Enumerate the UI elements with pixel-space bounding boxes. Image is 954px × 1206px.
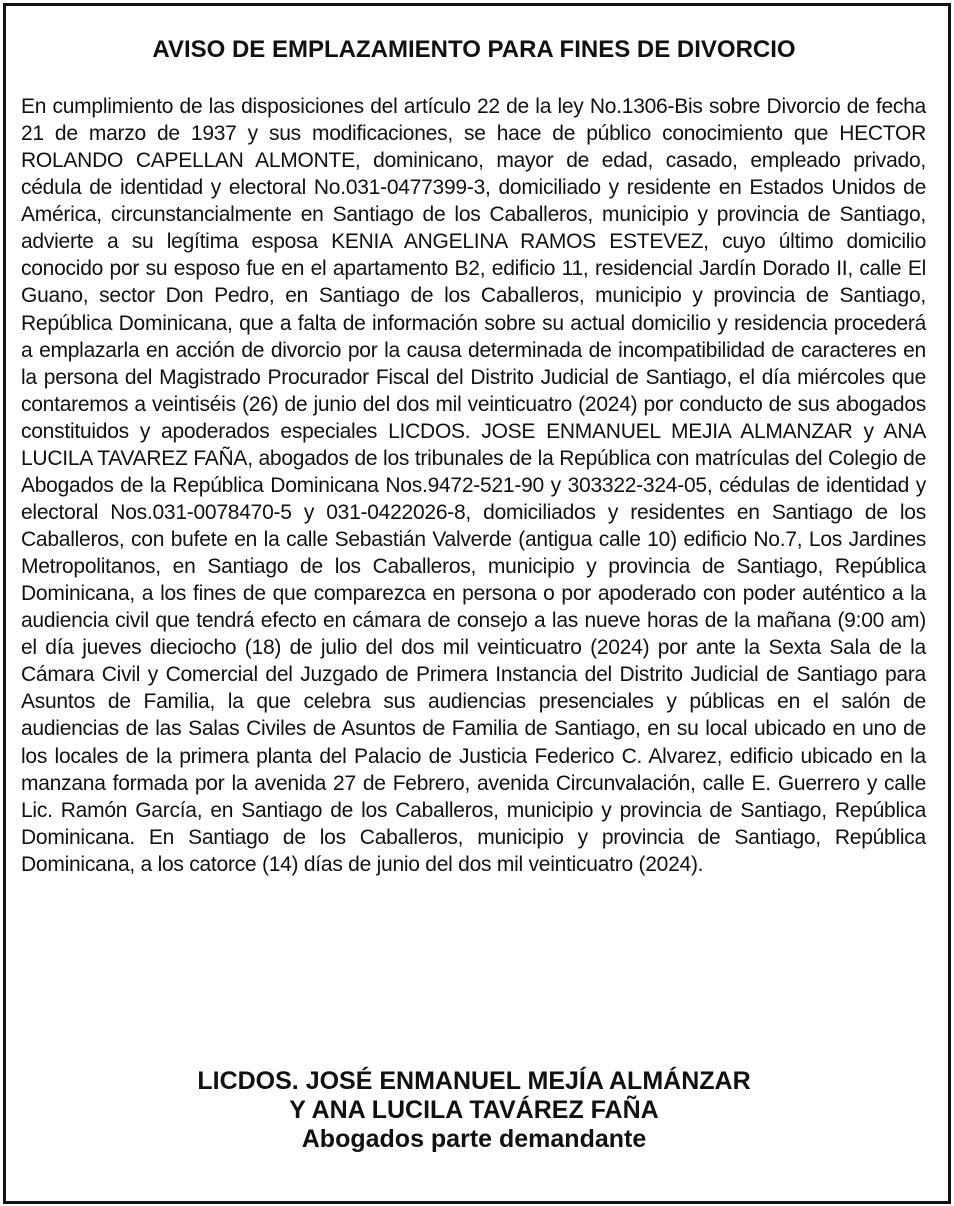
notice-title: AVISO DE EMPLAZAMIENTO PARA FINES DE DIVORCIO [152,36,796,63]
notice-body: En cumplimiento de las disposiciones del artículo 22 de la ley No.1306-Bis sobre Divorcio de fecha 21 de marzo de 1937 y sus modificaciones, se hace de público conocimiento que HECTOR ROLANDO CAPELLAN ALMONTE, dominicano, mayor de edad, casado, empleado privado, cédula de identidad y electoral No.031-0477399-3, domiciliado y residente en Estados Unidos de América, circunstancialmente en Santiago de los Caballeros, municipio y provincia de Santiago, advierte a su legítima esposa KENIA ANGELINA RAMOS ESTEVEZ, cuyo último domicilio conocido por su esposo fue en el apartamento B2, edificio 11, residencial Jardín Dorado II, calle El Guano, sector Don Pedro, en Santiago de los Caballeros, municipio y provincia de Santiago, República Dominicana, que a falta de información sobre su actual domicilio y residencia procederá a emplazarla en acción de divorcio por la causa determinada de incompatibilidad de caracteres en la persona del Magistrado Procurador Fiscal del Distrito Judicial de Santiago, el día miércoles que contaremos a veintiséis (26) de junio del dos mil veinticuatro (2024) por conducto de sus abogados constituidos y apoderados especiales LICDOS. JOSE ENMANUEL MEJIA ALMANZAR y ANA LUCILA TAVAREZ FAÑA, abogados de los tribunales de la República con matrículas del Colegio de Abogados de la República Dominicana Nos.9472-521-90 y 303322-324-05, cédulas de identidad y electoral Nos.031-0078470-5 y 031-0422026-8, domiciliados y residentes en Santiago de los Caballeros, con bufete en la calle Sebastián Valverde (antigua calle 10) edificio No.7, Los Jardines Metropolitanos, en Santiago de los Caballeros, municipio y provincia de Santiago, República Dominicana, a los fines de que comparezca en persona o por apoderado con poder auténtico a la audiencia civil que tendrá efecto en cámara de consejo a las nueve horas de la mañana (9:00 am) el día jueves dieciocho (18) de julio del dos mil veinticuatro (2024) por ante la Sexta Sala de la Cámara Civil y Comercial del Juzgado de Primera Instancia del Distrito Judicial de Santiago para Asuntos de Familia, la que celebra sus audiencias presenciales y públicas en el salón de audiencias de las Salas Civiles de Asuntos de Familia de Santiago, en su local ubicado en uno de los locales de la primera planta del Palacio de Justicia Federico C. Alvarez, edificio ubicado en la manzana formada por la avenida 27 de Febrero, avenida Circunvalación, calle E. Guerrero y calle Lic. Ramón García, en Santiago de los Caballeros, municipio y provincia de Santiago, República Dominicana. En Santiago de los Caballeros, municipio y provincia de Santiago, República Dominicana, a los catorce (14) días de junio del dos mil veinticuatro (2024). [21,95,926,876]
signature-line-3: Abogados parte demandante [301,1125,647,1153]
signature-block [0,1067,948,1154]
signature-line-2: Y ANA LUCILA TAVÁREZ FAÑA [289,1096,659,1124]
signature-line-1: LICDOS. JOSÉ ENMANUEL MEJÍA ALMÁNZAR [197,1067,751,1095]
